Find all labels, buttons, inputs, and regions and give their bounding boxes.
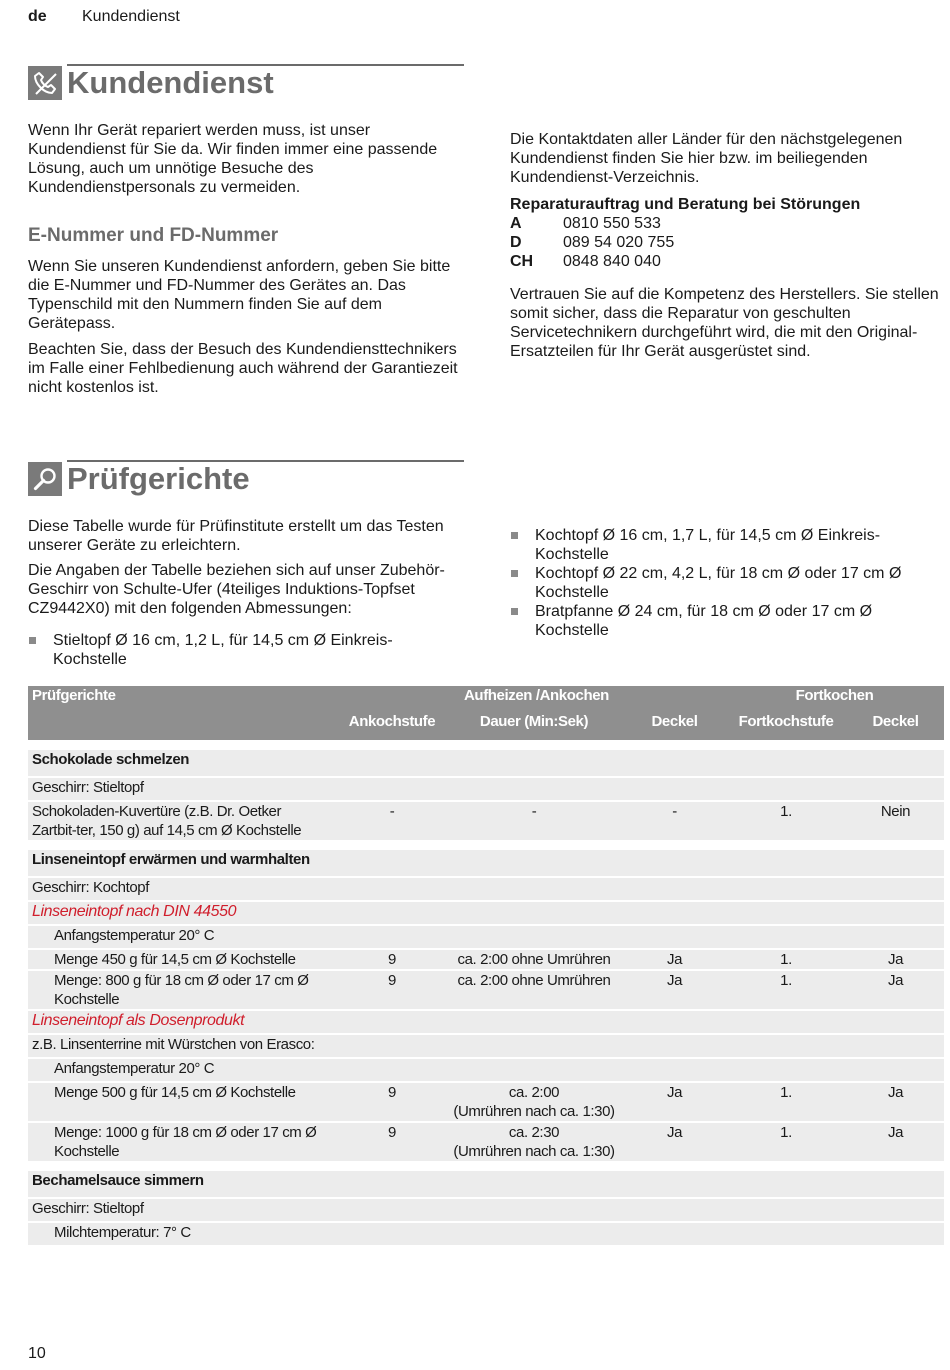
- cell-deckel: Ja: [624, 949, 725, 970]
- cell-deckel: Ja: [847, 949, 944, 970]
- cell-deckel: Ja: [624, 1082, 725, 1122]
- dish-cell: Menge 500 g für 14,5 cm Ø Kochstelle: [28, 1082, 340, 1122]
- milk-temperature: Milchtemperatur: 7° C: [28, 1222, 944, 1245]
- duration-value: ca. 2:00: [508, 1084, 560, 1101]
- list-item: Bratpfanne Ø 24 cm, für 18 cm Ø oder 17 cm Ø Kochstelle: [510, 602, 945, 640]
- cell-ankochstufe: 9: [340, 1082, 444, 1122]
- table-row: [28, 801, 944, 840]
- cell-deckel: Ja: [847, 1082, 944, 1122]
- trust-paragraph: Vertrauen Sie auf die Kompetenz des Herstellers. Sie stellen somit sicher, dass die Reparatur von geschulten Servicetechnikern durchgeführt wird, die mit den Original-Ersatzteilen für Ihr Gerät ausgerüstet sind.: [510, 286, 939, 360]
- cell-deckel: -: [624, 801, 725, 840]
- dish-cell: Menge: 800 g für 18 cm Ø oder 17 cm Ø Kochstelle: [28, 970, 340, 1010]
- kundendienst-right-column: [510, 130, 945, 361]
- start-temperature: Anfangstemperatur 20° C: [28, 925, 944, 949]
- cookware-list: [510, 526, 945, 640]
- pruefgerichte-right-column: [510, 526, 945, 640]
- dish-cell: Schokoladen-Kuvertüre (z.B. Dr. Oetker Zartbit-ter, 150 g) auf 14,5 cm Ø Kochstelle: [28, 801, 340, 840]
- product-note: z.B. Linsenterrine mit Würstchen von Erasco:: [28, 1034, 944, 1058]
- cookware-list: [28, 631, 464, 669]
- table-row: [28, 1034, 944, 1058]
- duration-note: (Umrühren nach ca. 1:30): [453, 1103, 615, 1120]
- contact-paragraph: Die Kontaktdaten aller Länder für den nächstgelegenen Kundendienst finden Sie hier bzw. im beiliegenden Kundendienst-Verzeichnis.: [510, 131, 903, 186]
- page-number: 10: [28, 1345, 46, 1362]
- magnifier-icon: [28, 462, 62, 496]
- test-dishes-table: [28, 686, 944, 1245]
- cell-dauer: [444, 1082, 624, 1122]
- table-row: [28, 749, 944, 777]
- e-nummer-paragraph: Wenn Sie unseren Kundendienst anfordern, geben Sie bitte die E-Nummer und FD-Nummer des Gerätes an. Das Typenschild mit den Nummern finden Sie auf dem Gerätepass.: [28, 258, 451, 332]
- header-cell: Dauer (Min:Sek): [444, 712, 624, 740]
- start-temperature: Anfangstemperatur 20° C: [28, 1058, 944, 1082]
- list-item: Kochtopf Ø 16 cm, 1,7 L, für 14,5 cm Ø Einkreis-Kochstelle: [510, 526, 945, 564]
- country-code: A: [510, 215, 522, 232]
- group-title: Schokolade schmelzen: [28, 749, 944, 777]
- table-row: [28, 777, 944, 801]
- table-row: [28, 970, 944, 1010]
- cell-ankochstufe: 9: [340, 949, 444, 970]
- cell-deckel: Ja: [847, 1122, 944, 1161]
- list-item: Kochtopf Ø 22 cm, 4,2 L, für 18 cm Ø oder 17 cm Ø Kochstelle: [510, 564, 945, 602]
- country-code: CH: [510, 253, 534, 270]
- intro-paragraph: Wenn Ihr Gerät repariert werden muss, ist unser Kundendienst für Sie da. Wir finden immer eine passende Lösung, auch um unnötige Besuche des Kundendienstpersonals zu vermeiden.: [28, 122, 438, 196]
- subgroup-title: Linseneintopf als Dosenprodukt: [28, 1010, 944, 1034]
- phone-number: 0848 840 040: [563, 253, 661, 270]
- header-cell: Deckel: [624, 712, 725, 740]
- table-row: [28, 1222, 944, 1245]
- language-code: de: [28, 8, 47, 25]
- pruefgerichte-left-column: [28, 517, 464, 669]
- cell-dauer: ca. 2:00 ohne Umrühren: [444, 970, 624, 1010]
- section-heading-pruefgerichte: [28, 460, 464, 496]
- phone-number: 089 54 020 755: [563, 234, 675, 251]
- pruef-intro: Diese Tabelle wurde für Prüfinstitute erstellt um das Testen unserer Geräte zu erleichtern.: [28, 518, 444, 554]
- table-row: [28, 1170, 944, 1198]
- running-header: Kundendienst: [82, 8, 180, 25]
- header-cell: Fortkochstufe: [725, 712, 847, 740]
- table-row: [28, 1058, 944, 1082]
- cell-fortkochstufe: 1.: [725, 1082, 847, 1122]
- cell-deckel: Nein: [847, 801, 944, 840]
- table-row: [28, 925, 944, 949]
- country-code: D: [510, 234, 522, 251]
- cell-ankochstufe: 9: [340, 1122, 444, 1161]
- cell-fortkochstufe: 1.: [725, 970, 847, 1010]
- duration-note: (Umrühren nach ca. 1:30): [453, 1143, 615, 1160]
- phone-number: 0810 550 533: [563, 215, 661, 232]
- table-row: [28, 901, 944, 925]
- cell-deckel: Ja: [624, 970, 725, 1010]
- cookware-note: Geschirr: Kochtopf: [28, 877, 944, 901]
- group-title: Bechamelsauce simmern: [28, 1170, 944, 1198]
- cell-fortkochstufe: 1.: [725, 949, 847, 970]
- table-row: [28, 1198, 944, 1222]
- section-heading-kundendienst: [28, 64, 464, 100]
- cell-ankochstufe: -: [340, 801, 444, 840]
- table-row: [28, 849, 944, 877]
- kundendienst-left-column: [28, 121, 464, 397]
- cell-ankochstufe: 9: [340, 970, 444, 1010]
- cell-dauer: -: [444, 801, 624, 840]
- garantie-paragraph: Beachten Sie, dass der Besuch des Kundendiensttechnikers im Falle einer Fehlbedienung auch während der Garantiezeit nicht kostenlos ist.: [28, 341, 458, 396]
- phone-row: [510, 233, 945, 252]
- cookware-note: Geschirr: Stieltopf: [28, 777, 944, 801]
- table-row: [28, 877, 944, 901]
- group-title: Linseneintopf erwärmen und warmhalten: [28, 849, 944, 877]
- header-cell: Fortkochen: [725, 686, 944, 712]
- duration-value: ca. 2:30: [508, 1124, 560, 1141]
- cell-dauer: [444, 1122, 624, 1161]
- section-title: Kundendienst: [67, 64, 464, 100]
- cell-fortkochstufe: 1.: [725, 1122, 847, 1161]
- table-header-row: [28, 712, 944, 740]
- dish-cell: Menge: 1000 g für 18 cm Ø oder 17 cm Ø Kochstelle: [28, 1122, 340, 1161]
- subheading-e-nummer: E-Nummer und FD-Nummer: [28, 225, 279, 246]
- dish-cell: Menge 450 g für 14,5 cm Ø Kochstelle: [28, 949, 340, 970]
- table-row: [28, 1122, 944, 1161]
- header-cell: Aufheizen /Ankochen: [340, 686, 725, 712]
- subgroup-title: Linseneintopf nach DIN 44550: [28, 901, 944, 925]
- header-cell: Prüfgerichte: [28, 686, 340, 712]
- cell-deckel: Ja: [624, 1122, 725, 1161]
- phone-icon: [28, 66, 62, 100]
- cell-deckel: Ja: [847, 970, 944, 1010]
- cell-dauer: ca. 2:00 ohne Umrühren: [444, 949, 624, 970]
- phone-row: [510, 214, 945, 233]
- pruef-description: Die Angaben der Tabelle beziehen sich auf unser Zubehör-Geschirr von Schulte-Ufer (4teiliges Induktions-Topfset CZ9442X0) mit den folgenden Abmessungen:: [28, 562, 445, 617]
- table-row: [28, 949, 944, 970]
- list-item: Stieltopf Ø 16 cm, 1,2 L, für 14,5 cm Ø Einkreis-Kochstelle: [28, 631, 464, 669]
- table-row: [28, 1010, 944, 1034]
- table-header-row: [28, 686, 944, 712]
- cell-fortkochstufe: 1.: [725, 801, 847, 840]
- header-cell: Ankochstufe: [340, 712, 444, 740]
- repair-heading: Reparaturauftrag und Beratung bei Störungen: [510, 196, 861, 213]
- cookware-note: Geschirr: Stieltopf: [28, 1198, 944, 1222]
- header-cell: Deckel: [847, 712, 944, 740]
- section-title: Prüfgerichte: [67, 460, 464, 496]
- phone-row: [510, 252, 945, 271]
- table-row: [28, 1082, 944, 1122]
